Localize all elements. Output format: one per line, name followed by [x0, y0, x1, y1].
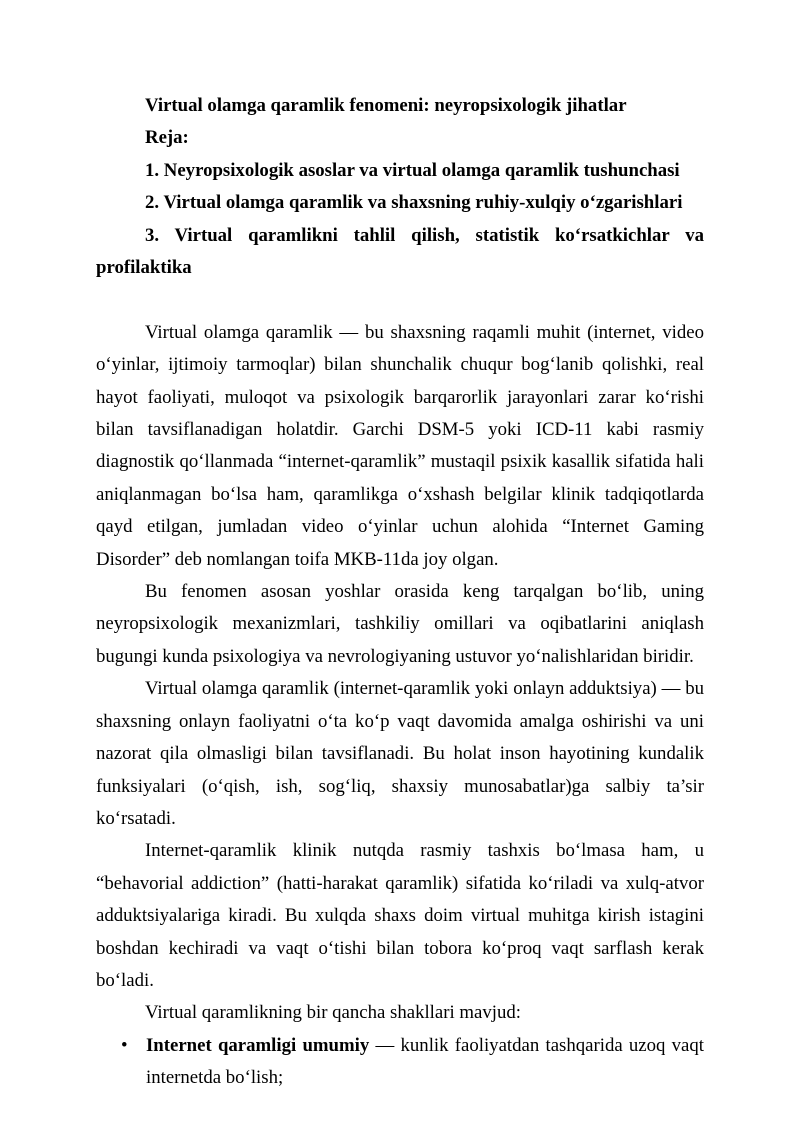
document-content — [96, 0, 704, 1095]
bullet-icon: • — [121, 1034, 128, 1056]
plan-item-2: 2. Virtual olamga qaramlik va shaxsning ruhiy-xulqiy o‘zgarishlari — [145, 192, 683, 214]
document-title: Virtual olamga qaramlik fenomeni: neyropsixologik jihatlar — [145, 95, 627, 116]
plan-item-3: 3. Virtual qaramlikni tahlil qilish, statistik ko‘rsatkichlar va profilaktika — [96, 224, 704, 279]
body-paragraph-3: Virtual olamga qaramlik (internet-qaramlik yoki onlayn adduktsiya) — bu shaxsning onlayn faoliyatni o‘ta ko‘p vaqt davomida amalga oshirishi va uni nazorat qila olmasligi bilan tavsiflanadi. Bu holat inson hayotining kundalik funksiyalari (o‘qish, ish, sog‘liq, shaxsiy munosabatlar)ga salbiy ta’sir ko‘rsatadi. — [96, 678, 704, 829]
list-item — [96, 1030, 704, 1095]
plan-item-1: 1. Neyropsixologik asoslar va virtual olamga qaramlik tushunchasi — [145, 159, 680, 181]
plan-heading: Reja: — [145, 127, 189, 149]
bullet-text: — kunlik faoliyatdan tashqarida uzoq vaqt internetda bo‘lish; — [146, 1034, 704, 1089]
list-intro: Virtual qaramlikning bir qancha shakllari mavjud: — [145, 1002, 521, 1024]
body-paragraph-2: Bu fenomen asosan yoshlar orasida keng tarqalgan bo‘lib, uning neyropsixologik mexanizmlari, tashkiliy omillari va oqibatlarini aniqlash bugungi kunda psixologiya va nevrologiyaning ustuvor yo‘nalishlaridan biridir. — [96, 581, 704, 667]
bullet-term: Internet qaramligi umumiy — [146, 1034, 370, 1056]
body-paragraph-1: Virtual olamga qaramlik — bu shaxsning raqamli muhit (internet, video o‘yinlar, ijtimoiy tarmoqlar) bilan shunchalik chuqur bog‘lanib qolishki, real hayot faoliyati, muloqot va psixologik barqarorlik jarayonlari zarar ko‘rishi bilan tavsiflanadigan holatdir. Garchi DSM-5 yoki ICD-11 kabi rasmiy diagnostik qo‘llanmada “internet-qaramlik” mustaqil psixik kasallik sifatida hali aniqlanmagan bo‘lsa ham, qaramlikga o‘xshash belgilar klinik tadqiqotlarda qayd etilgan, jumladan video o‘yinlar uchun alohida “Internet Gaming Disorder” deb nomlangan toifa MKB-11da joy olgan. — [96, 321, 704, 570]
body-paragraph-4: Internet-qaramlik klinik nutqda rasmiy tashxis bo‘lmasa ham, u “behavorial addiction” (hatti-harakat qaramlik) sifatida ko‘riladi va xulq-atvor adduktsiyalariga kiradi. Bu xulqda shaxs doim virtual muhitga kirish istagini boshdan kechiradi va vaqt o‘tishi bilan tobora ko‘proq vaqt sarflash kerak bo‘ladi. — [96, 840, 704, 991]
